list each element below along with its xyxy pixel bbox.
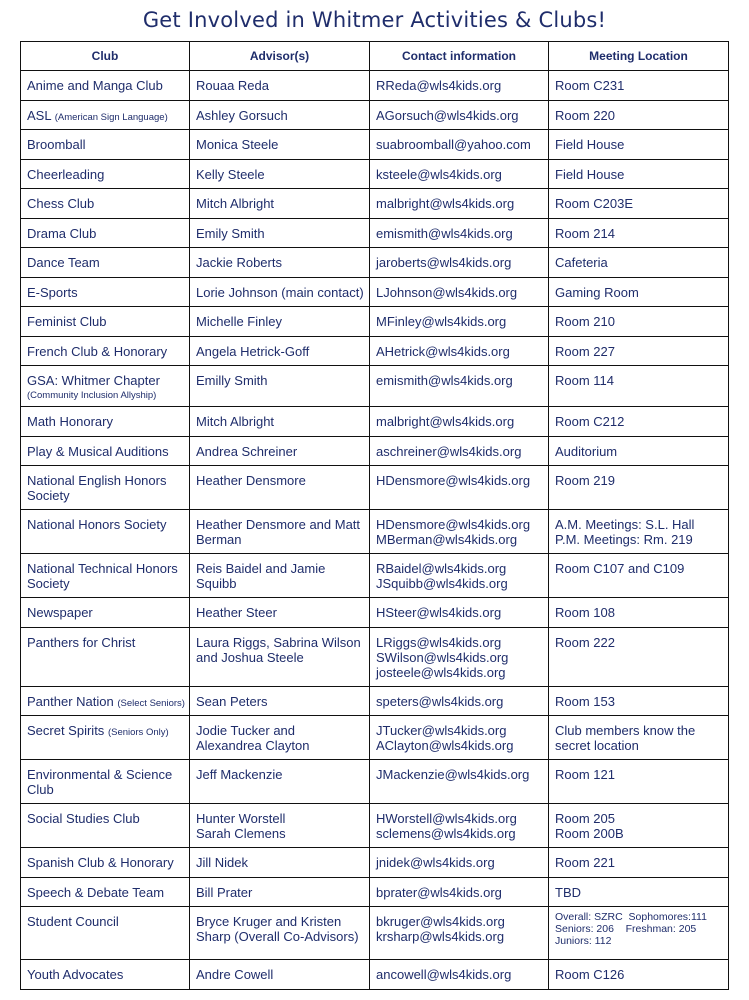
table-row <box>21 366 729 407</box>
club-cell <box>21 686 190 716</box>
advisor-cell <box>190 627 370 686</box>
club-name: Youth Advocates <box>27 967 124 982</box>
table-row <box>21 100 729 130</box>
advisor-cell-text: Michelle Finley <box>196 314 282 329</box>
location-cell <box>549 366 729 407</box>
location-cell <box>549 248 729 278</box>
contact-cell <box>370 336 549 366</box>
club-cell <box>21 307 190 337</box>
contact-cell-text: HDensmore@wls4kids.org <box>376 473 531 488</box>
contact-cell <box>370 716 549 760</box>
contact-cell <box>370 804 549 848</box>
header-advisor: Advisor(s) <box>190 42 370 71</box>
club-name: Play & Musical Auditions <box>27 443 169 459</box>
table-row <box>21 804 729 848</box>
club-name: Broomball <box>27 137 86 152</box>
contact-cell-text: RBaidel@wls4kids.org <box>376 561 507 576</box>
contact-cell-text: AClayton@wls4kids.org <box>376 738 514 753</box>
club-name-cont: Society <box>27 488 70 503</box>
advisor-cell <box>190 159 370 189</box>
contact-cell-text: jnidek@wls4kids.org <box>376 855 495 870</box>
club-cell <box>21 848 190 878</box>
advisor-cell <box>190 100 370 130</box>
contact-cell-text: malbright@wls4kids.org <box>376 196 515 211</box>
advisor-cell <box>190 686 370 716</box>
location-cell-text: Room 200B <box>555 826 624 841</box>
club-name: Social Studies Club <box>27 811 140 826</box>
club-cell <box>21 130 190 160</box>
advisor-cell-text: Sarah Clemens <box>196 826 286 841</box>
contact-cell <box>370 407 549 437</box>
contact-cell-text: speters@wls4kids.org <box>376 693 504 709</box>
page-title: Get Involved in Whitmer Activities & Clubs! <box>142 8 607 32</box>
location-cell-text: Room 121 <box>555 767 615 782</box>
advisor-cell-text: Emily Smith <box>196 225 265 241</box>
club-name: Drama Club <box>27 225 97 241</box>
club-cell <box>21 336 190 366</box>
table-header-row <box>21 42 729 71</box>
contact-cell-text: AHetrick@wls4kids.org <box>376 343 510 359</box>
location-cell-text: Room 221 <box>555 855 615 870</box>
contact-cell-text: josteele@wls4kids.org <box>376 664 506 680</box>
location-cell-text: Room 214 <box>555 225 615 241</box>
club-name: French Club & Honorary <box>27 343 168 359</box>
location-cell-text: Room C126 <box>555 967 625 982</box>
location-cell-text: Overall: SZRC Sophomores:111 <box>555 911 707 923</box>
table-row <box>21 686 729 716</box>
club-cell <box>21 627 190 686</box>
advisor-cell-text: Bryce Kruger and Kristen <box>196 914 342 929</box>
contact-cell <box>370 960 549 990</box>
table-row <box>21 627 729 686</box>
location-cell-text: Field House <box>555 166 625 182</box>
advisor-cell-text: Lorie Johnson (main contact) <box>196 284 364 300</box>
club-cell <box>21 159 190 189</box>
advisor-cell <box>190 877 370 907</box>
contact-cell-text: HDensmore@wls4kids.org <box>376 517 531 532</box>
contact-cell-text: krsharp@wls4kids.org <box>376 929 505 944</box>
location-cell <box>549 407 729 437</box>
club-note: (Select Seniors) <box>117 697 185 709</box>
club-name: Math Honorary <box>27 414 113 429</box>
contact-cell <box>370 130 549 160</box>
advisor-cell <box>190 218 370 248</box>
club-cell <box>21 218 190 248</box>
contact-cell <box>370 189 549 219</box>
location-cell <box>549 218 729 248</box>
location-cell <box>549 627 729 686</box>
club-cell <box>21 960 190 990</box>
table-row <box>21 407 729 437</box>
location-cell-text: Room 220 <box>555 107 615 123</box>
location-cell <box>549 760 729 804</box>
location-cell <box>549 554 729 598</box>
advisor-cell <box>190 760 370 804</box>
advisor-cell <box>190 804 370 848</box>
club-name: Speech & Debate Team <box>27 884 165 900</box>
advisor-cell-text: Alexandrea Clayton <box>196 738 310 753</box>
advisor-cell-text: Emilly Smith <box>196 373 268 388</box>
advisor-cell <box>190 307 370 337</box>
club-cell <box>21 510 190 554</box>
club-name: Dance Team <box>27 255 100 270</box>
club-note: (Community Inclusion Allyship) <box>27 390 157 401</box>
advisor-cell-text: Kelly Steele <box>196 166 265 182</box>
table-row <box>21 436 729 466</box>
location-cell-text: Room 108 <box>555 605 615 620</box>
club-cell <box>21 466 190 510</box>
advisor-cell-text: Andre Cowell <box>196 967 274 982</box>
club-cell <box>21 598 190 628</box>
advisor-cell <box>190 71 370 101</box>
advisor-cell-text: Heather Densmore <box>196 473 306 488</box>
table-row <box>21 598 729 628</box>
contact-cell <box>370 760 549 804</box>
club-cell <box>21 248 190 278</box>
contact-cell <box>370 307 549 337</box>
advisor-cell-text: Ashley Gorsuch <box>196 107 288 123</box>
contact-cell-text: jaroberts@wls4kids.org <box>376 255 512 270</box>
advisor-cell <box>190 598 370 628</box>
advisor-cell <box>190 510 370 554</box>
table-row <box>21 877 729 907</box>
club-name: Student Council <box>27 914 119 929</box>
contact-cell <box>370 159 549 189</box>
contact-cell-text: SWilson@wls4kids.org <box>376 649 509 665</box>
table-row <box>21 907 729 960</box>
location-cell-text: secret location <box>555 738 639 753</box>
advisor-cell-text: Jeff Mackenzie <box>196 767 283 782</box>
contact-cell <box>370 100 549 130</box>
advisor-cell-text: Berman <box>196 532 242 547</box>
location-cell-text: Room C231 <box>555 78 625 93</box>
club-cell <box>21 554 190 598</box>
club-cell <box>21 877 190 907</box>
club-name: Anime and Manga Club <box>27 78 163 93</box>
contact-cell-text: JMackenzie@wls4kids.org <box>376 767 530 782</box>
advisor-cell <box>190 960 370 990</box>
club-name: National English Honors <box>27 473 167 488</box>
advisor-cell-text: Monica Steele <box>196 137 279 152</box>
club-cell <box>21 277 190 307</box>
contact-cell <box>370 466 549 510</box>
contact-cell-text: suabroomball@yahoo.com <box>376 137 531 152</box>
club-name: GSA: Whitmer Chapter <box>27 373 160 388</box>
location-cell <box>549 848 729 878</box>
contact-cell <box>370 554 549 598</box>
advisor-cell-text: Bill Prater <box>196 884 253 900</box>
location-cell <box>549 466 729 510</box>
contact-cell-text: MFinley@wls4kids.org <box>376 314 507 329</box>
advisor-cell-text: and Joshua Steele <box>196 649 304 665</box>
location-cell <box>549 307 729 337</box>
table-row <box>21 307 729 337</box>
contact-cell-text: bprater@wls4kids.org <box>376 884 502 900</box>
club-cell <box>21 189 190 219</box>
location-cell <box>549 159 729 189</box>
location-cell <box>549 100 729 130</box>
location-cell-text: Juniors: 112 <box>555 935 612 947</box>
location-cell <box>549 336 729 366</box>
club-name: Secret Spirits <box>27 723 105 738</box>
club-name: Spanish Club & Honorary <box>27 855 174 870</box>
contact-cell-text: sclemens@wls4kids.org <box>376 826 516 841</box>
advisor-cell <box>190 716 370 760</box>
advisor-cell-text: Sean Peters <box>196 693 268 709</box>
location-cell-text: Room 205 <box>555 811 615 826</box>
advisor-cell-text: Mitch Albright <box>196 196 275 211</box>
location-cell-text: Room C212 <box>555 414 625 429</box>
contact-cell <box>370 686 549 716</box>
location-cell <box>549 907 729 960</box>
club-name: Panthers for Christ <box>27 634 136 650</box>
contact-cell <box>370 218 549 248</box>
club-name: Environmental & Science <box>27 767 173 782</box>
contact-cell <box>370 436 549 466</box>
contact-cell-text: LRiggs@wls4kids.org <box>376 634 502 650</box>
club-cell <box>21 804 190 848</box>
table-row <box>21 71 729 101</box>
table-row <box>21 277 729 307</box>
contact-cell-text: emismith@wls4kids.org <box>376 225 513 241</box>
club-name: ASL <box>27 107 52 123</box>
location-cell-text: Room 114 <box>555 373 615 388</box>
club-cell <box>21 366 190 407</box>
advisor-cell <box>190 907 370 960</box>
contact-cell <box>370 71 549 101</box>
location-cell-text: A.M. Meetings: S.L. Hall <box>555 517 695 532</box>
location-cell-text: Gaming Room <box>555 284 639 300</box>
advisor-cell <box>190 366 370 407</box>
table-row <box>21 960 729 990</box>
location-cell <box>549 277 729 307</box>
location-cell <box>549 716 729 760</box>
location-cell <box>549 804 729 848</box>
club-note: (American Sign Language) <box>54 111 168 123</box>
advisor-cell-text: Jodie Tucker and <box>196 723 296 738</box>
club-cell <box>21 407 190 437</box>
club-name: National Technical Honors <box>27 561 178 576</box>
contact-cell <box>370 907 549 960</box>
advisor-cell <box>190 848 370 878</box>
clubs-table <box>20 41 729 990</box>
club-name: Newspaper <box>27 605 93 620</box>
contact-cell-text: RReda@wls4kids.org <box>376 78 502 93</box>
location-cell <box>549 877 729 907</box>
advisor-cell <box>190 554 370 598</box>
table-row <box>21 466 729 510</box>
location-cell-text: Field House <box>555 137 625 152</box>
club-name: E-Sports <box>27 284 78 300</box>
advisor-cell <box>190 336 370 366</box>
contact-cell-text: LJohnson@wls4kids.org <box>376 284 518 300</box>
advisor-cell-text: Reis Baidel and Jamie <box>196 561 326 576</box>
header-club: Club <box>21 42 190 71</box>
contact-cell-text: ancowell@wls4kids.org <box>376 967 512 982</box>
advisor-cell-text: Heather Densmore and Matt <box>196 517 361 532</box>
contact-cell-text: HWorstell@wls4kids.org <box>376 811 517 826</box>
advisor-cell-text: Hunter Worstell <box>196 811 286 826</box>
contact-cell <box>370 627 549 686</box>
contact-cell <box>370 366 549 407</box>
club-cell <box>21 907 190 960</box>
location-cell-text: P.M. Meetings: Rm. 219 <box>555 532 693 547</box>
contact-cell-text: AGorsuch@wls4kids.org <box>376 107 519 123</box>
club-name: Panther Nation <box>27 693 114 709</box>
location-cell <box>549 189 729 219</box>
table-row <box>21 848 729 878</box>
table-row <box>21 248 729 278</box>
advisor-cell <box>190 130 370 160</box>
contact-cell <box>370 277 549 307</box>
contact-cell <box>370 598 549 628</box>
advisor-cell <box>190 436 370 466</box>
location-cell <box>549 71 729 101</box>
club-cell <box>21 71 190 101</box>
contact-cell-text: aschreiner@wls4kids.org <box>376 443 522 459</box>
location-cell-text: Room 227 <box>555 343 615 359</box>
contact-cell-text: bkruger@wls4kids.org <box>376 914 505 929</box>
advisor-cell-text: Angela Hetrick-Goff <box>196 343 310 359</box>
location-cell <box>549 960 729 990</box>
advisor-cell <box>190 466 370 510</box>
contact-cell-text: HSteer@wls4kids.org <box>376 605 502 620</box>
advisor-cell-text: Mitch Albright <box>196 414 275 429</box>
contact-cell <box>370 248 549 278</box>
club-cell <box>21 716 190 760</box>
advisor-cell-text: Andrea Schreiner <box>196 443 298 459</box>
header-contact: Contact information <box>370 42 549 71</box>
advisor-cell-text: Rouaa Reda <box>196 78 269 93</box>
contact-cell-text: ksteele@wls4kids.org <box>376 166 502 182</box>
location-cell-text: Seniors: 206 Freshman: 205 <box>555 923 697 935</box>
table-row <box>21 510 729 554</box>
location-cell-text: TBD <box>555 884 581 900</box>
club-name-cont: Society <box>27 576 70 591</box>
club-name: Feminist Club <box>27 314 107 329</box>
location-cell <box>549 436 729 466</box>
table-row <box>21 218 729 248</box>
table-row <box>21 554 729 598</box>
contact-cell-text: JTucker@wls4kids.org <box>376 723 507 738</box>
table-row <box>21 189 729 219</box>
location-cell-text: Cafeteria <box>555 255 608 270</box>
advisor-cell-text: Jackie Roberts <box>196 255 282 270</box>
advisor-cell <box>190 189 370 219</box>
club-name-cont: Club <box>27 782 54 797</box>
contact-cell <box>370 848 549 878</box>
location-cell-text: Room C107 and C109 <box>555 561 685 576</box>
table-row <box>21 159 729 189</box>
club-cell <box>21 760 190 804</box>
location-cell-text: Room 219 <box>555 473 615 488</box>
advisor-cell <box>190 248 370 278</box>
location-cell-text: Auditorium <box>555 443 618 459</box>
location-cell <box>549 510 729 554</box>
advisor-cell-text: Jill Nidek <box>196 855 249 870</box>
location-cell <box>549 130 729 160</box>
contact-cell-text: MBerman@wls4kids.org <box>376 532 518 547</box>
club-name: Chess Club <box>27 196 95 211</box>
advisor-cell-text: Squibb <box>196 576 237 591</box>
header-location: Meeting Location <box>549 42 729 71</box>
club-cell <box>21 100 190 130</box>
contact-cell-text: JSquibb@wls4kids.org <box>376 576 508 591</box>
advisor-cell-text: Sharp (Overall Co-Advisors) <box>196 929 359 944</box>
location-cell <box>549 686 729 716</box>
location-cell-text: Room 210 <box>555 314 615 329</box>
club-name: Cheerleading <box>27 166 105 182</box>
advisor-cell-text: Heather Steer <box>196 605 277 620</box>
table-row <box>21 130 729 160</box>
location-cell-text: Room 222 <box>555 634 615 650</box>
location-cell-text: Room 153 <box>555 693 615 709</box>
table-row <box>21 336 729 366</box>
contact-cell <box>370 877 549 907</box>
contact-cell-text: emismith@wls4kids.org <box>376 373 513 388</box>
club-note: (Seniors Only) <box>107 727 169 738</box>
location-cell <box>549 598 729 628</box>
club-name: National Honors Society <box>27 517 167 532</box>
advisor-cell-text: Laura Riggs, Sabrina Wilson <box>196 634 361 650</box>
contact-cell <box>370 510 549 554</box>
club-cell <box>21 436 190 466</box>
location-cell-text: Room C203E <box>555 196 634 211</box>
table-row <box>21 760 729 804</box>
advisor-cell <box>190 407 370 437</box>
table-row <box>21 716 729 760</box>
contact-cell-text: malbright@wls4kids.org <box>376 414 515 429</box>
advisor-cell <box>190 277 370 307</box>
location-cell-text: Club members know the <box>555 723 696 738</box>
